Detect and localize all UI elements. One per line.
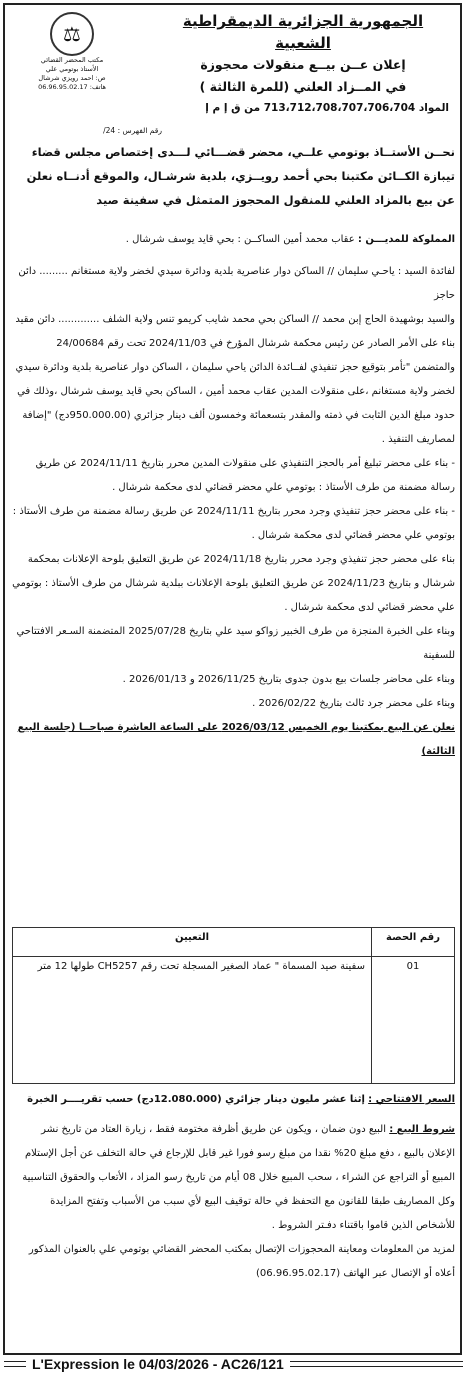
column-header: التعيين <box>13 928 372 957</box>
notice-body <box>12 228 455 764</box>
table-row <box>13 957 455 1084</box>
debtor-value: عقاب محمد أمين الساكــن : بحي قايد يوسف شرشال . <box>125 234 355 245</box>
header-republic: الجمهورية الجزائرية الديمقراطية الشعبية <box>182 12 424 52</box>
table-header-row <box>13 928 455 957</box>
publication-footer <box>0 1355 467 1373</box>
justice-scales-icon: ⚖ <box>50 12 94 56</box>
sale-date: نعلن عن البيع بمكتبنا يوم الخميس 2026/03/12 على الساعة العاشرة صباحــا (جلسة البيع الثالثة) <box>17 722 455 757</box>
column-header: رقم الحصة <box>372 928 455 957</box>
footer-rule <box>4 1361 26 1367</box>
sessions-paragraph: وبناء على محاضر جلسات بيع بدون جدوى بتاريخ 2026/11/25 و 2026/01/13 . <box>122 674 455 685</box>
posting-paragraph: بناء على محضر حجز تنفيذي وجرد محرر بتاريخ 2024/11/18 عن طريق التعليق بلوحة الإعلانات بمحكمة شرشال و بتاريخ 2024/11/23 عن طريق التعليق بلوحة الإعلانات ببلدية شرشال من طرف الأستاذ : بوتومي علي محضر قضائي لدى محكمة شرشال . <box>12 554 455 613</box>
conditions-label: شروط البيع : <box>389 1124 455 1135</box>
stamp-line: مكتب المحضر القضائي <box>40 56 104 64</box>
conditions-paragraph <box>12 1118 455 1238</box>
conditions-text: البيع دون ضمان ، ويكون عن طريق أظرفة مختومة فقط ، زيارة العتاد من تاريخ نشر الإعلان بالبيع ، دفع مبلغ 20% نقدا من مبلغ رسو فورا غير قابل للإرجاع في حالة التخلف عن أجل الإستلام المبيع أو التراجع عن الشراء ، سحب المبيع خلال 08 أيام من تاريخ رسو المزاد ، الأتعاب والحقوق التناسبية وكل المصاريف طبقا للقانون مع التحفظ في حالة توقيف البيع لأي سبب من الأسباب وتفتح المزايدة للأشخاص الذين قاموا باقتناء دفـتر الشروط . <box>22 1124 455 1231</box>
opening-price-label: السعر الافتتاحي : <box>368 1094 455 1105</box>
bailiff-stamp <box>14 12 130 108</box>
reference-number: رقم الفهرس : 24/ <box>103 126 162 135</box>
lots-table <box>12 927 455 1084</box>
lot-designation: سفينة صيد المسماة " عماد الصغير المسجلة تحت رقم CH5257 طولها 12 متر <box>13 957 372 1084</box>
header-articles: المواد 713،712،708،707،706،704 من ق إ م إ <box>205 102 449 114</box>
stamp-line: ص: احمد رويزي شرشال <box>38 74 106 82</box>
stamp-line: الأستاذ بوتومي علي <box>45 65 99 73</box>
notice-header <box>153 10 453 118</box>
notification-paragraph: - بناء على محضر تبليغ أمر بالحجز التنفيذي على منقولات المدين محرر بتاريخ 2024/11/11 عن طريق رسالة مضمنة من طرف الأستاذ : بوتومي علي محضر قضائي لدى محكمة شرشال . <box>35 458 455 493</box>
debtor-line <box>12 228 455 252</box>
closing-paragraph: لمزيد من المعلومات ومعاينة المحجوزات الإتصال بمكتب المحضر القضائي بوتومي علي بالعنوان المذكور أعلاه أو الإتصال عبر الهاتف (06.96.95.02.17) <box>28 1244 455 1279</box>
publication-line: L'Expression le 04/03/2026 - AC26/121 <box>32 1356 284 1372</box>
creditor-paragraph: والسيد بوشهيدة الحاج إبن محمد // الساكن بحي محمد شايب كريمو تنس ولاية الشلف ............. دائن مقيد <box>15 314 455 325</box>
lot-number: 01 <box>372 957 455 1084</box>
intro-paragraph: نحــن الأستــاذ بوتومي علــي، محضر قضـــائي لـــدى إختصاص مجلس قضاء تيبازة الكــائن مكتبنا بحي أحمد رويــزي، بلدية شرشـال، والموقع أدنــاه نعلن عن بيع بالمزاد العلني للمنقول المحجوز المتمثل في سفينة صيد <box>26 145 455 207</box>
header-announcement: إعلان عــن بيــع منقولات محجوزة <box>200 57 406 72</box>
creditor-paragraph: لفائدة السيد : ياحـي سليمان // الساكن دوار عناصرية بلدية ودائرة سيدي لخضر ولاية مستغانم ......... دائن حاجز <box>18 266 455 301</box>
terms-section <box>12 1088 455 1286</box>
opening-price-line <box>12 1088 455 1112</box>
header-auction: في المــزاد العلني (للمرة الثالثة ) <box>199 79 407 94</box>
opening-price-value: إثنا عشر مليون دينار جزائري (12.080.000دج) حسب تقريــــر الخبرة <box>27 1094 365 1105</box>
footer-rule <box>290 1361 463 1367</box>
stamp-line: هاتف: 06.96.95.02.17 <box>38 83 106 91</box>
order-paragraph: بناء على الأمر الصادر عن رئيس محكمة شرشال المؤرخ في 2024/11/03 تحت رقم 24/00684 والمتضمن "تأمر بتوقيع حجز تنفيذي لفــائدة الدائن ياحي سليمان ، الساكن دوار عناصرية بلدية ودائرة سيدي لخضر ولاية مستغانم ،على منقولات المدين عقاب محمد أمين ، الساكن بحي قايد يوسف شرشال ،وذلك في حدود مبلغ الدين الثابت في ذمته والمقدر بتسعمائة وخمسون ألف دينار جزائري (950.000.00دج) "إضافة لمصاريف التنفيذ . <box>15 338 455 445</box>
expertise-paragraph: وبناء على الخبرة المنجزة من طرف الخبير زواكو سيد علي بتاريخ 2025/07/28 المتضمنة السـعر الافتتاحي للسفينة <box>16 626 455 661</box>
seizure-paragraph: - بناء على محضر حجز تنفيذي وجرد محرر بتاريخ 2024/11/11 عن طريق رسالة مضمنة من طرف الأستاذ : بوتومي علي محضر قضائي لدى محكمة شرشال . <box>12 506 455 541</box>
inventory-paragraph: وبناء على محضر جرد ثالث بتاريخ 2026/02/22 . <box>252 698 455 709</box>
debtor-label: المملوكة للمديـــن : <box>357 234 455 245</box>
